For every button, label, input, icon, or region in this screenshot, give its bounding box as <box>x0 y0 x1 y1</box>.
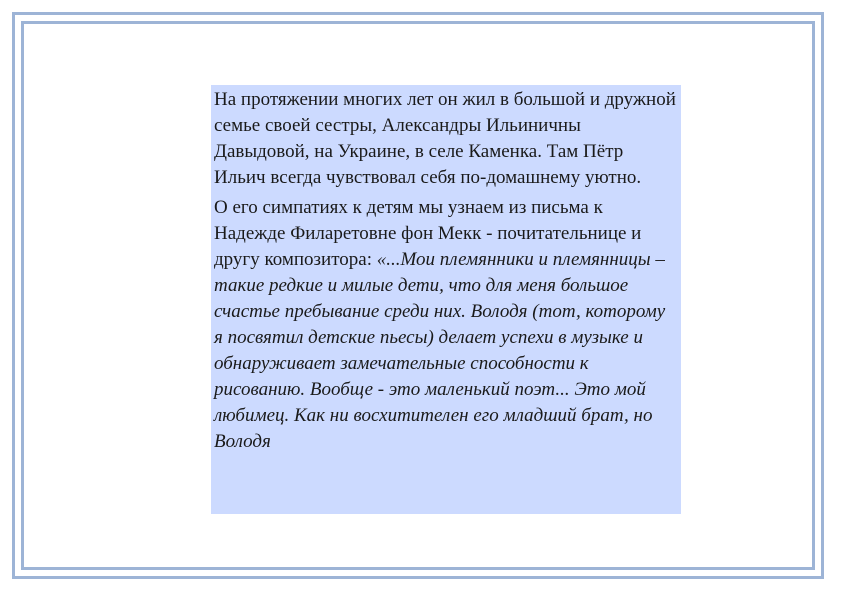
paragraph-intro: На протяжении многих лет он жил в большой и дружной семье своей сестры, Александры Ильиничны Давыдовой, на Украине, в селе Каменка. Там Пётр Ильич всегда чувствовал себя по-домашнему уютно. <box>214 89 676 188</box>
text-block <box>211 85 681 514</box>
paragraph-letter-intro: О его симпатиях к детям мы узнаем из письма к Надежде Филаретовне фон Мекк - почитательнице и другу композитора: <box>214 197 642 270</box>
paragraph-letter <box>214 195 678 455</box>
letter-quote: «...Мои племянники и племянницы – такие редкие и милые дети, что для меня большое счастье пребывание среди них. Володя (тот, которому я посвятил детские пьесы) делает успехи в музыке и обнаруживает замечательные способности к рисованию. Вообще - это маленький поэт... Это мой любимец. Как ни восхитителен его младший брат, но Володя <box>214 249 666 452</box>
